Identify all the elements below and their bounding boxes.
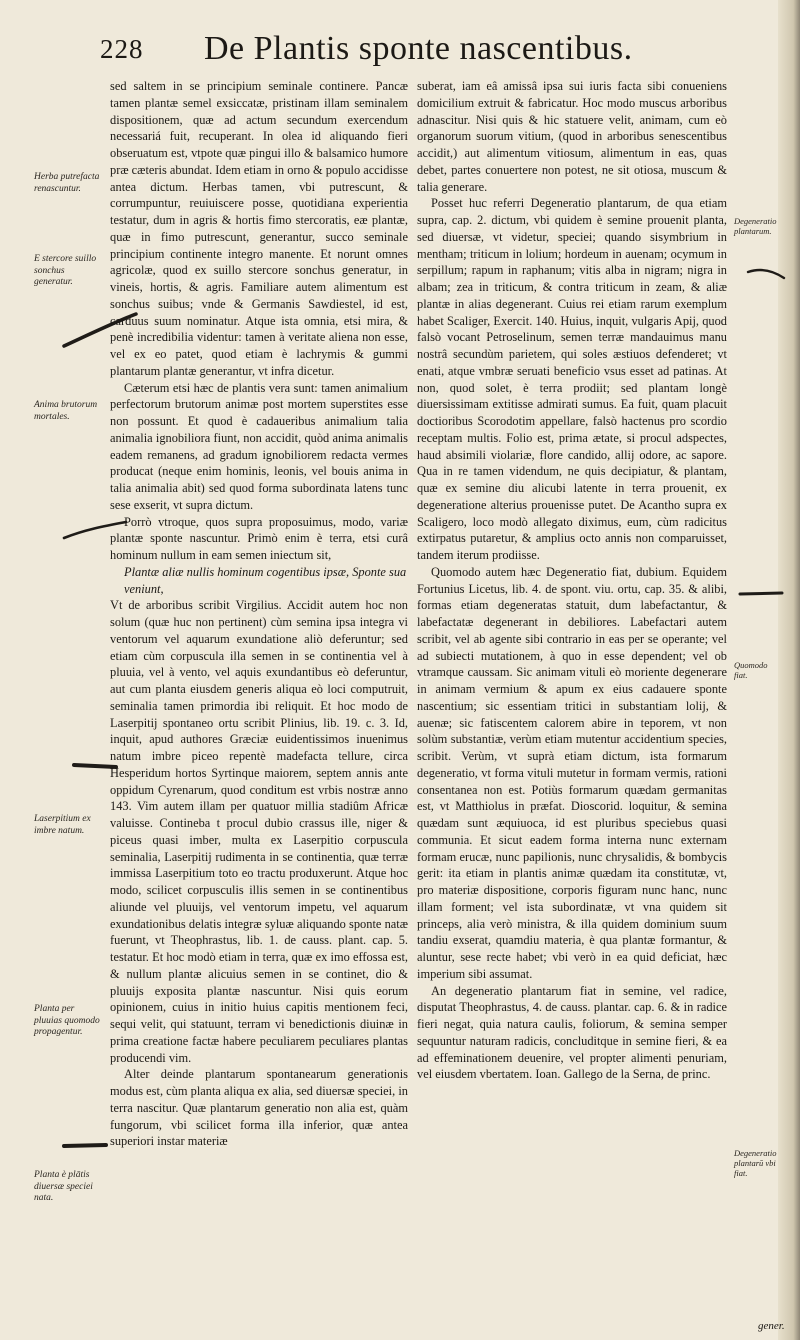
paragraph: Posset huc referri Degeneratio plantarum, de qua etiam supra, cap. 2. dictum, vbi quidem è semine prouenit planta, sed diuersæ, vt videtur, speciei; quando sisymbrium in mentham; triticum in lolium; hordeum in auenam; ocymum in serpillum; rapum in raphanum; vitis alba in nigram; nigra in albam; zea in triticum, & contra triticum in zeam, & aliæ plantæ in alias degenerant. Cuius rei etiam rarum exemplum habet Scaliger, Exercit. 140. Huius, inquit, vulgaris Apij, quod falsò vocant Petroselinum, semen terræ mandauimus manu nostrâ secundùm parietem, qui soles æstiuos defenderet; vt enati, atque vmbræ seruati beneficio vsus esset ad patinas. At non, quod solet, è terra prodiit; sed plantam longè diuersissimam extitisse admirati sumus. Ea fuit, quam placuit doctioribus Scorodotim appellare, falsò hactenus pro scordio receptam multis. Folio est, prima ætate, si procul adspectes, haud absimili violariæ, flore candido, allij odore, ac sapore. Qua in re tamen videndum, ne quis decipiatur, & plantam, quæ ex semine diu alicubi latente in terra prouenit, ex degeneratione alterius prouenisse putet. De Acantho supra ex Scaligero, loco modò allegato diximus, eum, cùm radicitus extirpatus putaretur, & amplius octo annis non comparuisset, tandem iterum prodiisse. <box>417 196 727 562</box>
margin-note: Quomodo fiat. <box>734 660 768 680</box>
left-text-column <box>110 78 408 1150</box>
paragraph: sed saltem in se principium seminale continere. Pancæ tamen plantæ semel exsiccatæ, pristinam illam seminalem dispositionem, quæ ad actum secundum exercendum necessariá fuit, recuperant. In olea id aliquando fieri obseruatum est, vtpote quæ pingui illo & balsamico humore præ cæteris abundat. Idem etiam in orno & populo accidisse antea dictum. Herbas tamen, vbi putrescunt, & corrumpuntur, reuiuiscere posse, quotidiana experientia testatur, dum in agris & hortis fimo stercoratis, eæ plantæ, quæ in fimo putrescunt, generantur, succo seminale principium continente integro manente. Et norunt omnes agricolæ, quod ex suillo stercore sonchus generatur, in vineis, hortis, & agris. Familiare autem alimentum est sonchus suibus; vnde & Germanis Sawdiestel, id est, carduus suum nominatur. Atque ista omnia, etsi mira, & penè incredibilia videntur: tamen à veritate aliena non esse, vel ex eo patet, quod etiam è lachrymis & gummi plantarum plantæ generantur, vt infra dicetur. <box>110 79 408 378</box>
page-number: 228 <box>100 34 144 64</box>
margin-note: Planta per pluuias quomodo propagentur. <box>34 1004 100 1037</box>
verse-quote: Plantæ aliæ nullis hominum cogentibus ipsæ, Sponte sua veniunt, <box>124 564 407 596</box>
paragraph: Quomodo autem hæc Degeneratio fiat, dubium. Equidem Fortunius Licetus, lib. 4. de spont. viu. ortu, cap. 35. & alibi, formas etiam degeneratas statuit, dum labefactantur, & labefactatæ degenerant in debiliores. Labefactari autem scribit, vel ab agente sibi contrario in eas per se operante; vel ad subiecti mutationem, à quo in esse dependent; vel ob vtramque caussam. Sic animam vituli eò moriente degenerare in animam vermium & apum ex eius cadauere sponte nascentium; sic essentiam tritici in substantiam lolij, & auenæ; sic fatiscentem calorem abire in teporem, vt non solùm substantiæ, verùm etiam mutentur accidentium species, scribit. Verùm, vt suprà etiam dictum, ista formarum degeneratio, vt forma vituli mutetur in formam vermis, rationi consentanea non est. Potiùs formarum quædam germanitas est, vt Matthiolus in præfat. Dioscorid. loquitur, & semina quædam sunt æquiuoca, id est pluribus speciebus quasi communia. Et sicut eadem forma interna nunc externam formam erucæ, nunc papilionis, nunc chrysalidis, & bombycis gerit: ita etiam in plantis animæ quædam ita constitutæ, vt, pro materiæ dispositione, corporis figuram nunc hanc, nunc illam forment; vel ista subordinatæ, vt vna quidem sit princeps, alia verò ministra, & illa quidem dominium suum tandiu exserat, quamdiu materia, è qua plantæ formantur, & aluntur, sese recte habet; vbi verò in ea quid deficiat, hæc imperium sibi assumat. <box>417 564 727 981</box>
margin-note: Degeneratio plantarū vbi fiat. <box>734 1148 777 1178</box>
margin-note: Anima brutorum mortales. <box>34 400 98 422</box>
right-text-column <box>417 78 727 1083</box>
ink-stroke <box>736 584 786 604</box>
paragraph: suberat, iam eâ amissâ ipsa sui iuris facta sibi conueniens domicilium extruit & fabricatur. Hoc modo muscus arboribus adnascitur. Nisi quis & hic statuere velit, animam, cum eò organorum suorum vitium, (quod in arboribus senescentibus accidit,) aut alimentum vitiosum, alimentum in eas, quas debet, partes conuertere non potest, ne sit otiosa, muscum & talia generare. <box>417 79 727 194</box>
ink-stroke <box>60 1136 110 1156</box>
paragraph: Alter deinde plantarum spontanearum generationis modus est, cùm planta aliqua ex alia, sed diuersæ speciei, in terra nascitur. Quæ plantarum generatio non alia est, quàm fungorum, vbi scilicet forma illa inferior, quæ antea superiori instar materiæ <box>110 1067 408 1149</box>
margin-note: Planta è plātis diuersæ speciei nata. <box>34 1170 93 1203</box>
paragraph: Vt de arboribus scribit Virgilius. Accidit autem hoc non solum (quæ huc non pertinent) cùm semina ipsa integra vi ventorum vel aquarum exundatione aliò deferuntur; sed etiam cùm corpuscula illa semen in se continentia vel à pluuia, vel à vento, vel aquis exundantibus eò deferuntur, aut cum planta eiusdem generis aliqua eò loci computruit, seminalia tamen primordia ibi reliquit. Et hoc modo de Laserpitij spontaneo ortu scribit Plinius, lib. 19. c. 3. Id, inquit, apud authores Græciæ euidentissimos inuenimus natum imbre piceo repentè madefacta tellure, circa Hesperidum hortos Syrtinque maiorem, septem annis ante oppidum Cyrenarum, quod conditum est vrbis nostræ anno 143. Vim autem illam per quatuor millia stadiûm Africæ valuisse. Contineba t procul dubio crassus ille, niger & piceus quasi imber, multa ex Laserpitio corpuscula seminalia, Laserpitij rudimenta in se continentia, quæ terræ immissa Laserpitium toto eo tractu produxerunt. Atque hoc modo, scilicet corpusculis illis semen in se continentibus aliunde vel pluuijs, vel ventorum impetu, vel aquarum exundationibus delatis integræ syluæ aliquando sponte natæ fuerunt, vt Theophrastus, lib. 1. de causs. plant. cap. 5. testatur. Et hoc modò etiam in terra, quæ ex imo effossa est, & nullum plantæ alicuius semen in se continet, dio & pluuijs exposita plantæ nascuntur. Nisi quis eorum opinionem, cuius in initio huius capitis mentionem feci, sequi velit, qui statuunt, terram vi benedictionis diuinæ in prima creatione factæ habere peculiarem peculiares plantas producendi vim. <box>110 598 408 1065</box>
ink-stroke <box>744 260 788 288</box>
margin-note: Laserpitium ex imbre natum. <box>34 814 91 836</box>
catchword: gener. <box>758 1320 785 1332</box>
page-title: De Plantis sponte nascentibus. <box>204 30 633 67</box>
margin-note: Degeneratio plantarum. <box>734 216 777 236</box>
paragraph: Porrò vtroque, quos supra proposuimus, modo, variæ plantæ sponte nascuntur. Primò enim è terra, etsi curâ hominum nullum in eam semen iniectum sit, <box>110 514 408 562</box>
margin-note: Herba putrefacta renascuntur. <box>34 172 100 194</box>
paragraph: Cæterum etsi hæc de plantis vera sunt: tamen animalium perfectorum brutorum animæ post mortem superstites esse non possunt. Et quod è cadaueribus animalium talia animalia ignobiliora fiunt, non accidit, quòd anima animalis eadem remanens, ad gradum ignobiliorem redacta vermes producat (neque enim hominis, leonis, vel bouis anima in talia animalia abit) sed quod forma subordinata latens tunc sese exserit, vt supra dictum. <box>110 380 408 512</box>
page-edge-shadow <box>778 0 800 1340</box>
running-header <box>100 30 730 74</box>
paragraph: An degeneratio plantarum fiat in semine, vel radice, disputat Theophrastus, 4. de causs. plantar. cap. 6. & in radice fieri negat, quia natura caulis, foliorum, & semina semper sequuntur naturam radicis, concluditque in semine fieri, & ea ad effeminationem deuenire, vel propter alimenti penuriam, vel eiusdem vbertatem. Ioan. Gallego de la Serna, de princ. <box>417 983 727 1082</box>
margin-note: E stercore suillo sonchus generatur. <box>34 254 97 287</box>
